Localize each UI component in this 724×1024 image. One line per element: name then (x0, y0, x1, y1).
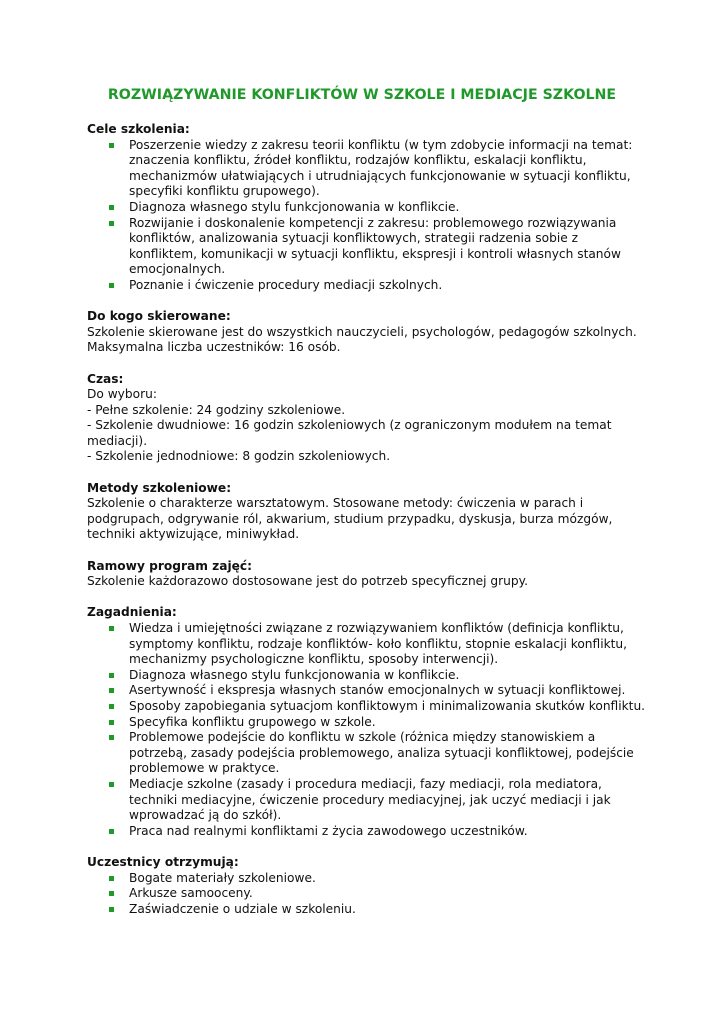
program-text: Szkolenie każdorazowo dostosowane jest do potrzeb specyficznej grupy. (87, 574, 528, 589)
bullet-square-icon (109, 829, 114, 834)
list-item (129, 886, 647, 902)
audience-line: Maksymalna liczba uczestników: 16 osób. (87, 340, 341, 355)
time-line: Do wyboru: (87, 387, 157, 402)
list-item-text: Problemowe podejście do konfliktu w szkole (różnica między stanowiskiem a potrzebą, zasady podejścia problemowego, analiza sytuacji konfliktowej, podejście problemowe w praktyce. (129, 730, 634, 776)
list-item (129, 278, 647, 294)
program-heading: Ramowy program zajęć: (87, 558, 252, 573)
bullet-square-icon (109, 283, 114, 288)
list-item-text: Mediacje szkolne (zasady i procedura mediacji, fazy mediacji, rola mediatora, techniki mediacyjne, ćwiczenie procedury mediacyjnej, jak uczyć mediacji i jak wprowadzać ją do szkół). (129, 776, 611, 823)
audience-line: Szkolenie skierowane jest do wszystkich nauczycieli, psychologów, pedagogów szkolnych. (87, 324, 637, 339)
list-item (129, 200, 647, 216)
list-item (129, 621, 647, 668)
bullet-square-icon (109, 205, 114, 210)
topics-heading: Zagadnienia: (87, 605, 177, 620)
bullet-square-icon (109, 143, 114, 148)
list-item (129, 871, 647, 887)
section-goals (87, 122, 647, 294)
list-item (129, 902, 647, 918)
list-item-text: Diagnoza własnego stylu funkcjonowania w konflikcie. (129, 667, 460, 682)
bullet-square-icon (109, 720, 114, 725)
bullet-square-icon (109, 876, 114, 881)
goals-list (87, 138, 647, 294)
document-page (87, 86, 647, 933)
list-item (129, 216, 647, 278)
participants-list (87, 871, 647, 918)
methods-heading: Metody szkoleniowe: (87, 480, 232, 495)
list-item (129, 730, 647, 777)
bullet-square-icon (109, 735, 114, 740)
list-item-text: Asertywność i ekspresja własnych stanów emocjonalnych w sytuacji konfliktowej. (129, 683, 626, 698)
list-item-text: Diagnoza własnego stylu funkcjonowania w konflikcie. (129, 199, 460, 214)
list-item (129, 699, 647, 715)
section-participants (87, 855, 647, 917)
list-item (129, 824, 647, 840)
document-title: ROZWIĄZYWANIE KONFLIKTÓW W SZKOLE I MEDIACJE SZKOLNE (107, 87, 617, 103)
bullet-square-icon (109, 221, 114, 226)
list-item-text: Praca nad realnymi konfliktami z życia zawodowego uczestników. (129, 823, 528, 838)
audience-heading: Do kogo skierowane: (87, 309, 231, 324)
list-item (129, 715, 647, 731)
section-audience (87, 309, 647, 356)
section-topics (87, 605, 647, 839)
time-line: - Pełne szkolenie: 24 godziny szkoleniowe. (87, 402, 346, 417)
goals-heading: Cele szkolenia: (87, 122, 190, 136)
bullet-square-icon (109, 704, 114, 709)
list-item (129, 138, 647, 200)
methods-text: Szkolenie o charakterze warsztatowym. Stosowane metody: ćwiczenia w parach i podgrupach, odgrywanie ról, akwarium, studium przypadku, dyskusja, burza mózgów, techniki aktywizujące, miniwykład. (87, 496, 613, 542)
list-item-text: Poznanie i ćwiczenie procedury mediacji szkolnych. (129, 277, 443, 292)
bullet-square-icon (109, 891, 114, 896)
list-item-text: Arkusze samooceny. (129, 886, 253, 901)
list-item-text: Rozwijanie i doskonalenie kompetencji z zakresu: problemowego rozwiązywania konfliktów, analizowania sytuacji konfliktowych, strategii radzenia sobie z konfliktem, komunikacji w sytuacji konfliktu, ekspresji i kontroli własnych stanów emocjonalnych. (129, 215, 621, 277)
bullet-square-icon (109, 673, 114, 678)
list-item-text: Sposoby zapobiegania sytuacjom konfliktowym i minimalizowania skutków konfliktu. (129, 698, 646, 713)
time-line: - Szkolenie jednodniowe: 8 godzin szkoleniowych. (87, 449, 391, 464)
list-item-text: Zaświadczenie o udziale w szkoleniu. (129, 901, 356, 916)
topics-list (87, 621, 647, 839)
participants-heading: Uczestnicy otrzymują: (87, 854, 239, 869)
bullet-square-icon (109, 907, 114, 912)
list-item-text: Poszerzenie wiedzy z zakresu teorii konfliktu (w tym zdobycie informacji na temat: znaczenia konfliktu, źródeł konfliktu, rodzajów konfliktu, eskalacji konfliktu, mechanizmów ułatwiających i utrudniających funkcjonowanie w sytuacji konfliktu, specyfiki konfliktu grupowego). (129, 137, 633, 199)
list-item-text: Specyfika konfliktu grupowego w szkole. (129, 714, 376, 729)
list-item-text: Bogate materiały szkoleniowe. (129, 870, 316, 885)
list-item (129, 668, 647, 684)
list-item (129, 777, 647, 824)
time-line: - Szkolenie dwudniowe: 16 godzin szkoleniowych (z ograniczonym modułem na temat mediacji). (87, 418, 612, 448)
section-methods (87, 481, 647, 543)
section-time (87, 372, 647, 466)
list-item (129, 683, 647, 699)
time-heading: Czas: (87, 371, 124, 386)
bullet-square-icon (109, 626, 114, 631)
list-item-text: Wiedza i umiejętności związane z rozwiązywaniem konfliktów (definicja konfliktu, symptomy konfliktu, rodzaje konfliktów- koło konfliktu, stopnie eskalacji konfliktu, mechanizmy psychologiczne konfliktu, sposoby interwencji). (129, 621, 628, 667)
bullet-square-icon (109, 782, 114, 787)
bullet-square-icon (109, 688, 114, 693)
section-program (87, 559, 647, 590)
